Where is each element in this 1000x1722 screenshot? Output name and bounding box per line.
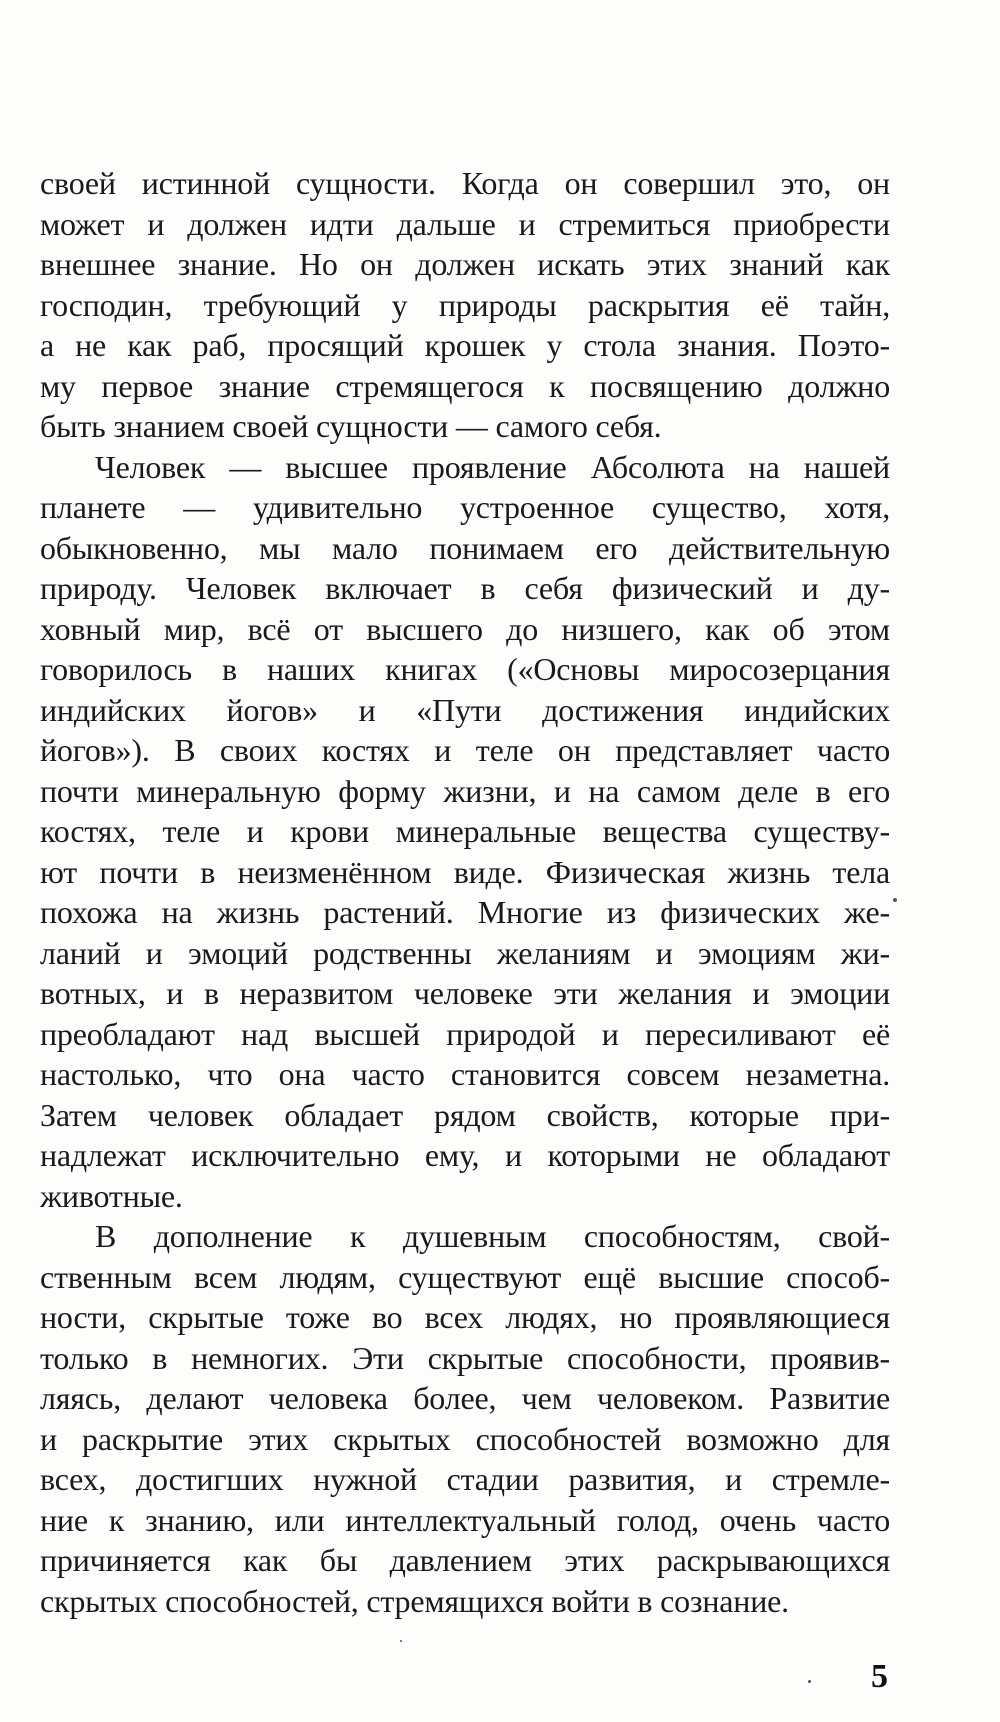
text-line: почти минеральную форму жизни, и на самом деле в его	[40, 772, 890, 809]
text-line: ляясь, делают человека более, чем человеком. Развитие	[40, 1380, 890, 1416]
text-line: ланий и эмоций родственны желаниям и эмоциям жи-	[40, 934, 890, 971]
text-line: всех, достигших нужной стадии развития, и стремле-	[40, 1461, 890, 1497]
text-line: индийских йогов» и «Пути достижения индийских	[40, 691, 890, 728]
text-line: йогов»). В своих костях и теле он представляет часто	[40, 732, 890, 768]
text-line: а не как раб, просящий крошек у стола знания. Поэто-	[40, 327, 890, 363]
text-line: говорилось в наших книгах («Основы миросозерцания	[40, 651, 890, 687]
scan-speck	[893, 898, 897, 902]
text-line: ют почти в неизменённом виде. Физическая жизнь тела	[40, 853, 890, 890]
text-line: природу. Человек включает в себя физический и ду-	[40, 570, 890, 606]
text-line: похожа на жизнь растений. Многие из физических же-	[40, 894, 890, 930]
text-line: ние к знанию, или интеллектуальный голод, очень часто	[40, 1501, 890, 1538]
text-line: В дополнение к душевным способностям, свой-	[95, 1218, 890, 1254]
text-line: причиняется как бы давлением этих раскрывающихся	[40, 1542, 890, 1578]
text-line: быть знанием своей сущности — самого себя.	[40, 408, 662, 444]
text-line: господин, требующий у природы раскрытия её тайн,	[40, 286, 890, 323]
scan-speck	[400, 1640, 402, 1642]
text-line: надлежат исключительно ему, и которыми не обладают	[40, 1137, 890, 1173]
text-line: преобладают над высшей природой и пересиливают её	[40, 1015, 890, 1052]
text-line: му первое знание стремящегося к посвящению должно	[40, 367, 890, 404]
text-line: скрытых способностей, стремящихся войти в сознание.	[40, 1582, 789, 1619]
text-line: ственным всем людям, существуют ещё высшие способ-	[40, 1258, 890, 1295]
text-line: костях, теле и крови минеральные вещества существу-	[40, 813, 890, 849]
text-line: животные.	[40, 1177, 183, 1214]
page-number: 5	[871, 1658, 888, 1695]
text-line: может и должен идти дальше и стремиться приобрести	[40, 205, 890, 242]
scan-speck	[808, 1680, 811, 1683]
text-line: Человек — высшее проявление Абсолюта на нашей	[95, 448, 890, 485]
text-line: вотных, и в неразвитом человеке эти желания и эмоции	[40, 975, 890, 1011]
text-line: внешнее знание. Но он должен искать этих знаний как	[40, 246, 890, 282]
text-line: и раскрытие этих скрытых способностей возможно для	[40, 1420, 890, 1457]
text-line: только в немногих. Эти скрытые способности, проявив-	[40, 1339, 890, 1376]
text-line: своей истинной сущности. Когда он совершил это, он	[40, 165, 890, 201]
body-text	[40, 163, 890, 1621]
text-line: планете — удивительно устроенное существо, хотя,	[40, 489, 890, 525]
text-line: обыкновенно, мы мало понимаем его действительную	[40, 529, 890, 566]
text-line: ховный мир, всё от высшего до низшего, как об этом	[40, 610, 890, 647]
text-line: Затем человек обладает рядом свойств, которые при-	[40, 1096, 890, 1133]
text-line: ности, скрытые тоже во всех людях, но проявляющиеся	[40, 1299, 890, 1335]
text-line: настолько, что она часто становится совсем незаметна.	[40, 1056, 890, 1092]
